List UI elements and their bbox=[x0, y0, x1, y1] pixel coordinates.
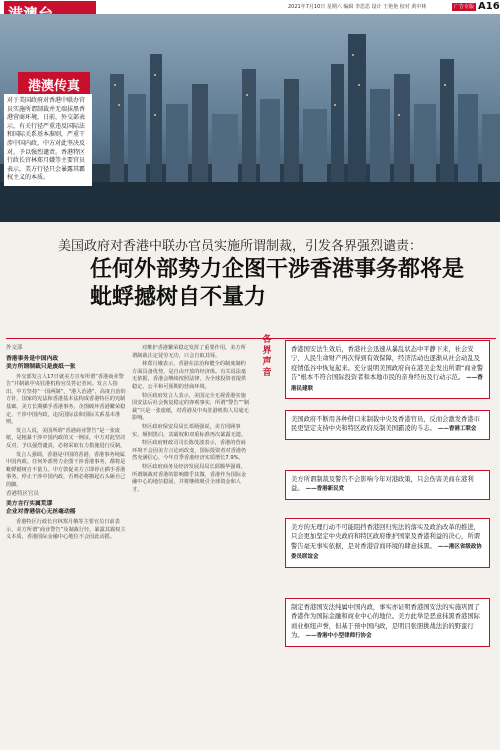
article-subtitle: 美国政府对香港中联办官员实施所谓制裁，引发各界强烈谴责： bbox=[58, 239, 423, 254]
quote-box bbox=[285, 518, 490, 568]
quote-source: ——港区省级政协委员联谊会 bbox=[291, 543, 482, 561]
intro-summary: 对于美国政府对香港中联办官员实施所谓制裁并无端抹黑香港营商环境，日前，外交部表示，有关行径严重违反国际法和国际关系基本准则，严重干涉中国内政，中方对此坚决反对，予以强烈谴责。香港特区行政长官林郑月娥等主要官员表示，美方行径只会暴露其霸权主义的本质。 bbox=[4, 94, 92, 186]
quote-source: ——香港工联会 bbox=[437, 426, 477, 433]
quote-box bbox=[285, 340, 490, 399]
column-label: 港澳传真 bbox=[18, 72, 90, 97]
byline: 外交部 bbox=[6, 345, 23, 351]
quote-text: 制定香港国安法纯属中国内政，事实亦证明香港国安法的实施巩固了香港作为国际金融和商业中心的地位。美方此举是恶意抹黑香港国际商业枢纽声誉，但基于预中国内政，是明目张胆挑战法治的野蛮行为。 bbox=[291, 604, 480, 640]
quote-source: ——香港新民党 bbox=[305, 486, 345, 493]
paragraph: 特区政府发言人表示，美国完全无视香港实施国安法后社会恢复稳定的客观事实，所谓“警告”“制裁”只是一张废纸，对香港及中央驻港机构人员毫无影响。 bbox=[132, 392, 250, 422]
paragraph: 外交部发言人17日就美方宣布所谓“香港商业警告”并制裁中央驻港机构官员答记者问。发言人指出，中方坚持“一国两制”，“港人治港”，高度自治的方针，国家的宪法和香港基本法构成香港特区的宪制基础。美方长期插手香港事务，企图破坏香港繁荣稳定，干涉中国内政，违反国际法和国际关系基本准则。 bbox=[6, 373, 126, 426]
article-column-2 bbox=[132, 345, 250, 495]
paragraph: 特区政府财政司司长陈茂波表示，香港的营商环境不会因美方言论而改变，国际投资者对香港仍然充满信心，今年首季香港经济实质增长7.9%。 bbox=[132, 440, 247, 462]
quote-source: ——香港民建联 bbox=[291, 375, 483, 392]
paragraph: 香港特区行政长官林郑月娥等主要官员日前表示，美方所谓“商业警告”及制裁行径，暴露其霸权主义本质，香港国际金融中心地位不会因此动摇。 bbox=[6, 519, 126, 541]
byline: 香港特区官员 bbox=[6, 490, 40, 497]
quote-box bbox=[285, 598, 490, 647]
quote-text: 美方所谓制裁及警告不会影响今年对港政策，只会伤害美商在港利益。 bbox=[291, 476, 474, 493]
subhead: 美方言行实属荒谬 企业对香港信心无丝毫动摇 bbox=[6, 501, 76, 516]
paragraph: 发言人强调，香港是中国的香港，香港事务纯属中国内政。任何外部势力企图干涉香港事务，都将是蚍蜉撼树自不量力。中方敦促美方立即停止插手香港事务，停止干涉中国内政，否则必将搬起石头砸自己的脚。 bbox=[6, 451, 126, 488]
quote-text: 美方的无理行动不可能阻挡香港回归宪法的落实及政治改革的推进，只会更加坚定中央政府和特区政府维护国家及香港利益的决心，所谓警告毫无事实依据，是对香港营商环境的肆意抹黑。 bbox=[291, 524, 480, 550]
subhead: 香港事务是中国内政 美方所谓制裁只是废纸一张 bbox=[6, 355, 76, 370]
quote-box bbox=[285, 470, 490, 500]
divider bbox=[6, 338, 496, 339]
quote-box bbox=[285, 410, 490, 440]
quote-source: ——香港中小型律师行协会 bbox=[305, 633, 372, 640]
article-column-1 bbox=[6, 345, 126, 543]
voices-label: 各界声音 bbox=[262, 335, 272, 378]
paragraph: 特区政府保安局局长邓炳强说，美方罔顾事实，颠倒黑白，其霸权和双重标准再次暴露无遗。 bbox=[132, 423, 247, 438]
paragraph: 发言人说，美国所谓“香港商业警告”是一张废纸，是粗暴干涉中国内政的又一例证，中方对此坚决反对，予以强烈谴责，必将采取有力措施进行反制。 bbox=[6, 427, 126, 449]
page-header bbox=[0, 0, 500, 14]
quote-text: 美国政府不断用各种借口来制裁中央及香港官员，反而会激发香港市民更坚定支持中央和特区政府反制美国霸凌的斗志。 bbox=[291, 416, 480, 433]
quote-text: 香港国安法生效后，香港社会迅速从暴乱状态中平静下来，社会安宁、人民生命财产再次得到有效保障，经济活动也逐渐从社会动乱及疫情低谷中恢复起来。充分说明美国政府向在港美企发出所谓“商业警告”根本不符合国际投资者和本地市民的亲身经历及行动示范。 bbox=[291, 346, 484, 382]
paragraph: 林郑月娥表示，香港在法治和健全的制度制约方面具备优势，是自由开放的经济体。有关说法毫无依据，香港会继续按照法律，为全球投资者提供稳定、公平和可预期的营商环境。 bbox=[132, 361, 247, 390]
header-meta: 2021年7月10日 星期六 编辑 李思思 设计 王艳艳 校对 黄中林 bbox=[288, 4, 427, 10]
paragraph: 对维护香港繁荣稳定发挥了重要作用，美方所谓制裁注定徒劳无功，只会自取其辱。 bbox=[132, 345, 246, 359]
header-badge: 广告专版 bbox=[453, 4, 474, 10]
article-headline: 任何外部势力企图干涉香港事务都将是蚍蜉撼树自不量力 bbox=[90, 257, 465, 310]
page-number: A16 bbox=[478, 1, 500, 12]
paragraph: 特区政府商务及经济发展局局长邱腾华强调，所谓制裁对香港的影响微乎其微，香港作为国际金融中心的地位稳固，并将继续吸引全球资金和人才。 bbox=[132, 463, 247, 493]
